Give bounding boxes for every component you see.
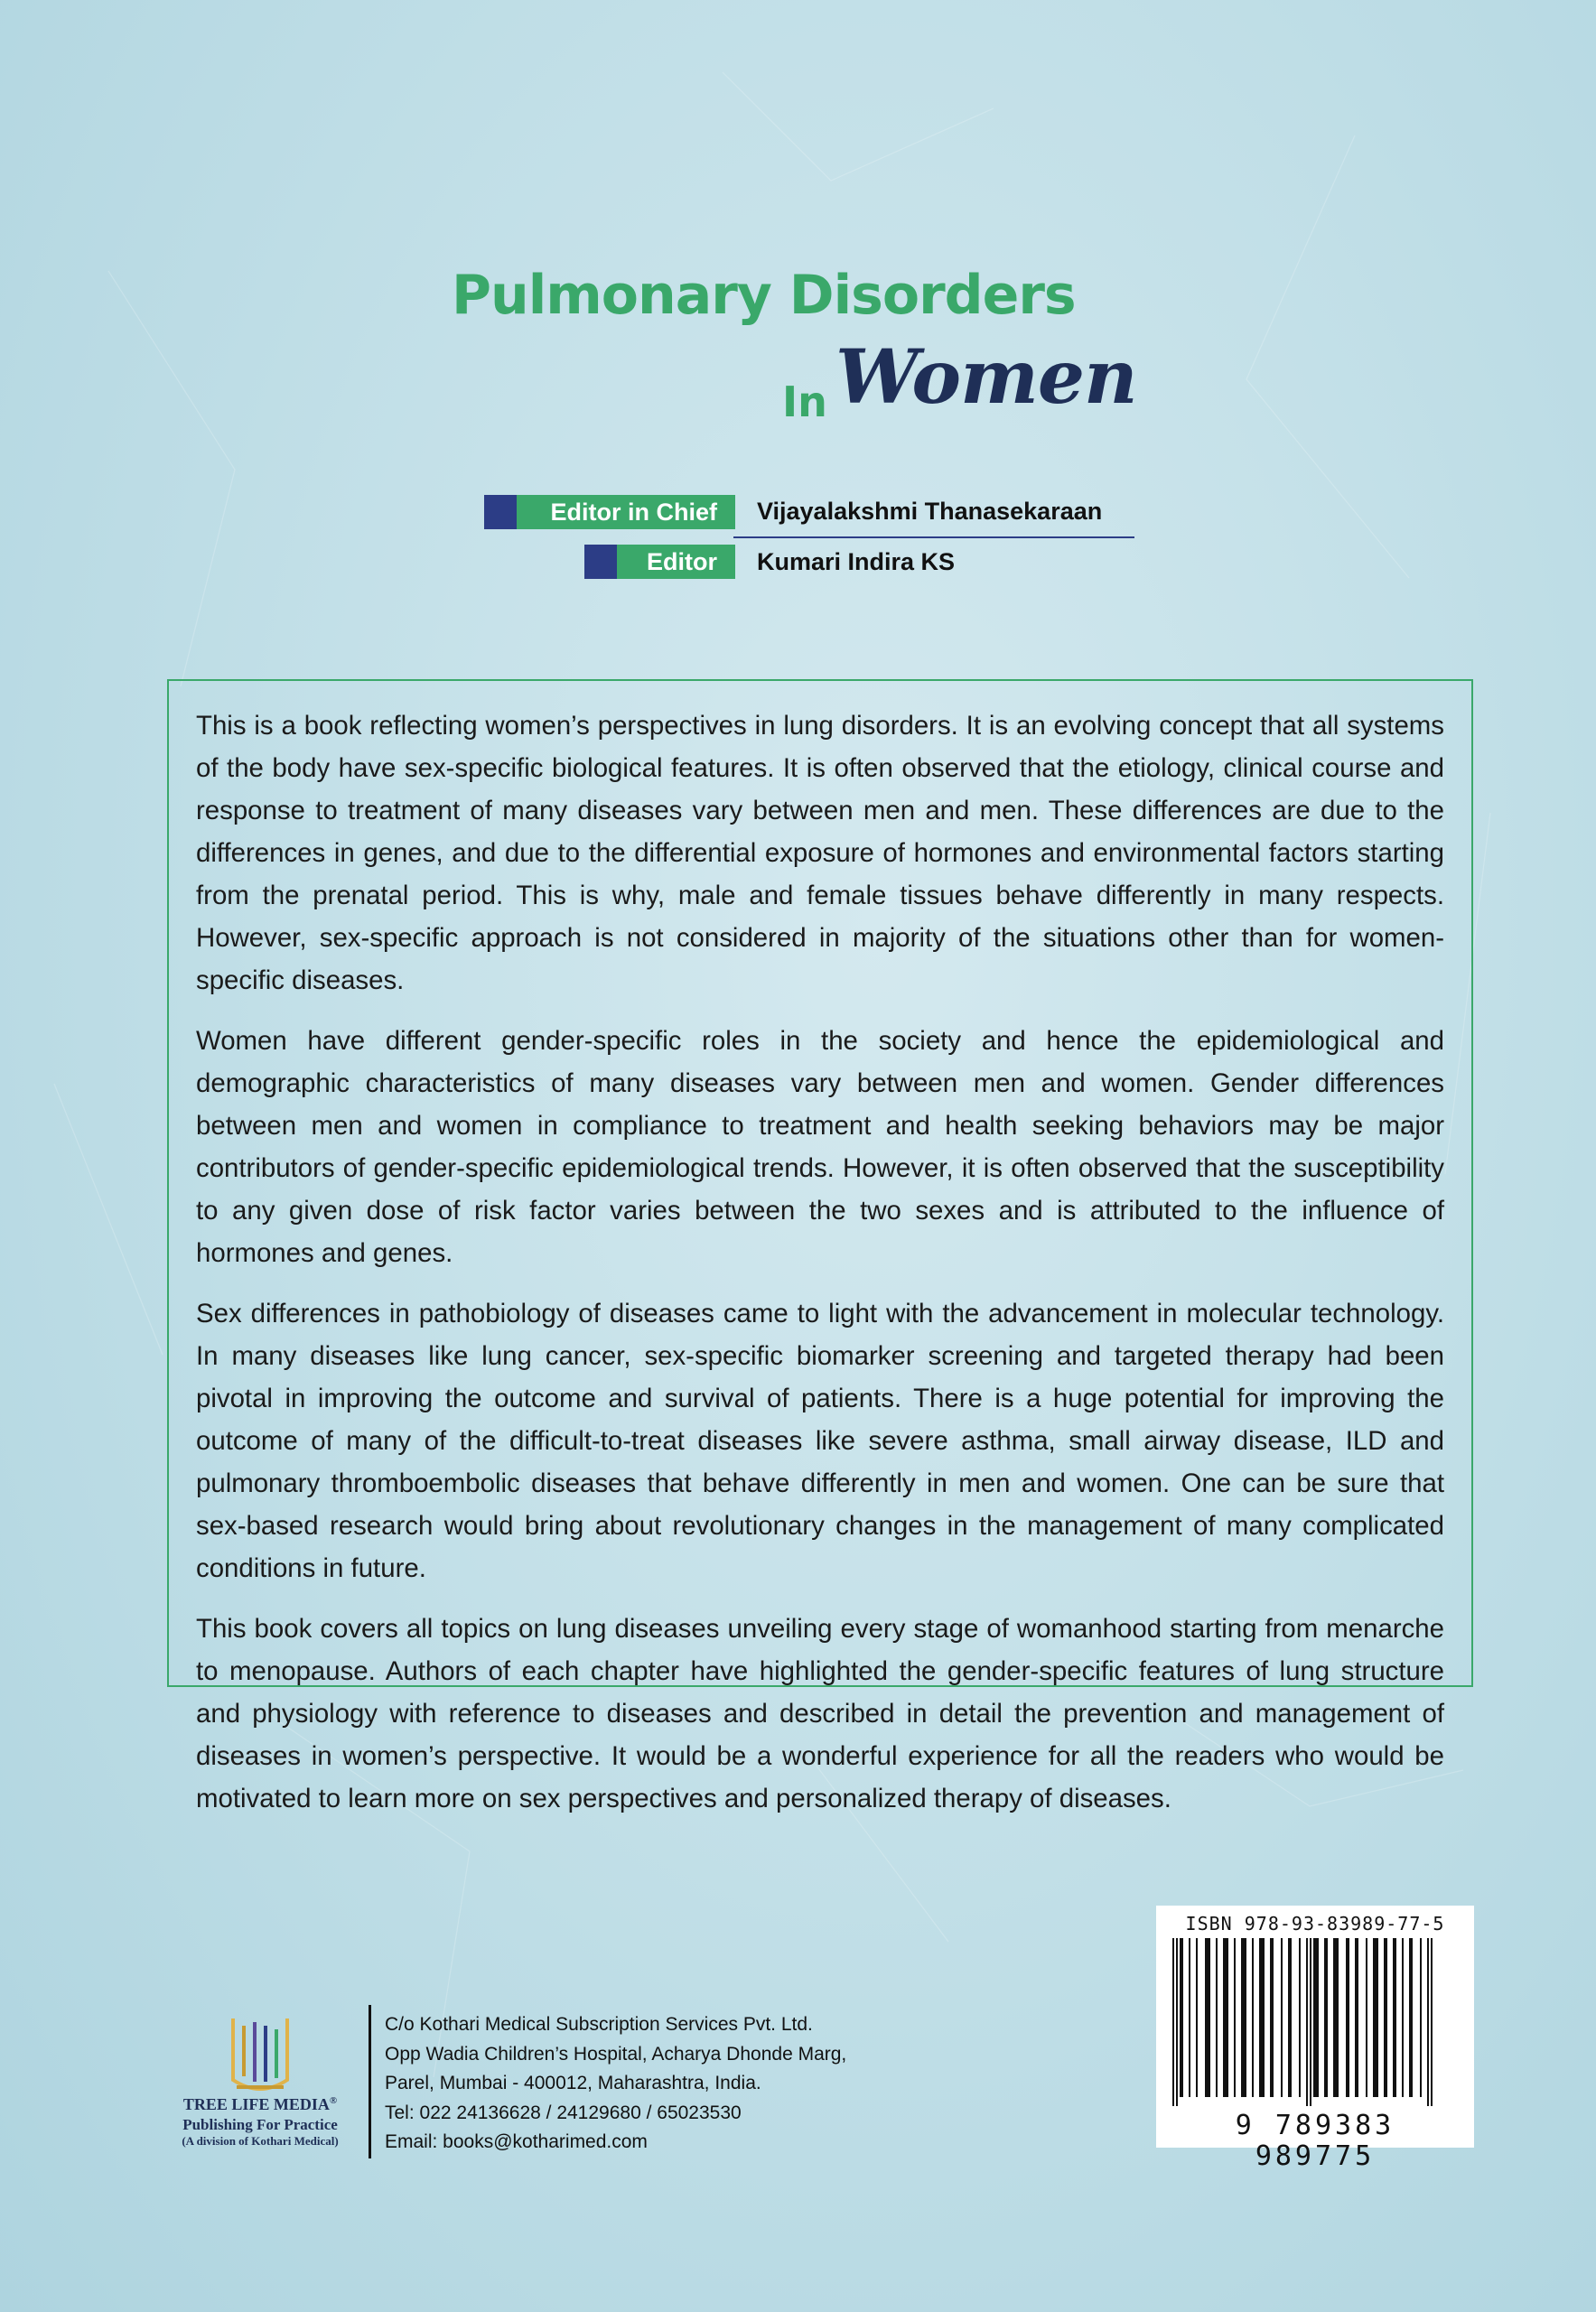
barcode-bars (1169, 1934, 1461, 2106)
description-paragraph: This book covers all topics on lung diseases unveiling every stage of womanhood starting from menarche to menopause. Authors of each chapter have highlighted the gender-specific features of lung structure and physiology with reference to diseases and described in detail the prevention and management of diseases in women’s perspective. It would be a wonderful experience for all the readers who would be motivated to learn more on sex perspectives and personalized therapy of diseases. (196, 1614, 1444, 1813)
book-title: Pulmonary Disorders (452, 264, 1076, 327)
book-title-in: In (782, 378, 827, 426)
credits-divider (733, 536, 1134, 538)
editor-in-chief-row (484, 495, 735, 529)
publisher-address (385, 2010, 927, 2158)
editor-in-chief-label: Editor in Chief (517, 495, 735, 529)
editor-row (584, 545, 735, 579)
editor-in-chief-marker (484, 495, 517, 529)
address-line: C/o Kothari Medical Subscription Services Pvt. Ltd. (385, 2014, 813, 2035)
address-line: Opp Wadia Children’s Hospital, Acharya Dhonde Marg, (385, 2043, 847, 2065)
tree-logo-icon (163, 2009, 361, 2095)
editor-in-chief-name: Vijayalakshmi Thanasekaraan (757, 498, 1103, 525)
book-description (167, 679, 1473, 1813)
isbn-barcode (1156, 1906, 1474, 2172)
address-divider (369, 2005, 371, 2158)
book-title-women: Women (835, 334, 1137, 421)
address-line: Parel, Mumbai - 400012, Maharashtra, India. (385, 2073, 761, 2093)
description-paragraph: Women have different gender-specific roles in the society and hence the epidemiological and demographic characteristics of many diseases vary between men and women. Gender differences between men and women in compliance to treatment and health seeking behaviors may be major contributors of gender-specific epidemiological trends. However, it is often observed that the susceptibility to any given dose of risk factor varies between the two sexes and is attributed to the influence of hormones and genes. (196, 1026, 1444, 1268)
barcode-digits: 9 789383 989775 (1235, 2110, 1395, 2172)
description-paragraph: Sex differences in pathobiology of diseases came to light with the advancement in molecular technology. In many diseases like lung cancer, sex-specific biomarker screening and targeted therapy had been pivotal in improving the outcome and survival of patients. There is a huge potential for improving the outcome of many of the difficult-to-treat diseases like severe asthma, small airway disease, ILD and pulmonary thromboembolic diseases that behave differently in men and women. One can be sure that sex-based research would bring about revolutionary changes in the management of many complicated conditions in future. (196, 1299, 1444, 1583)
editor-name: Kumari Indira KS (757, 548, 956, 575)
description-paragraph: This is a book reflecting women’s perspectives in lung disorders. It is an evolving concept that all systems of the body have sex-specific biological features. It is often observed that the etiology, clinical course and response to treatment of many diseases vary between men and men. These differences are due to the differences in genes, and due to the differential exposure of hormones and environmental factors starting from the prenatal period. This is why, male and female tissues behave differently in many respects. However, sex-specific approach is not considered in majority of the situations other than for women-specific diseases. (196, 711, 1444, 995)
address-line: Tel: 022 24136628 / 24129680 / 65023530 (385, 2102, 742, 2123)
publisher-division: (A division of Kothari Medical) (182, 2134, 339, 2148)
editor-label: Editor (617, 545, 735, 579)
publisher-tagline: Publishing For Practice (182, 2116, 338, 2133)
publisher-name: TREE LIFE MEDIA® (182, 2095, 338, 2113)
editor-marker (584, 545, 617, 579)
address-line: Email: books@kotharimed.com (385, 2131, 648, 2152)
isbn-number: ISBN 978-93-83989-77-5 (1185, 1913, 1445, 1934)
